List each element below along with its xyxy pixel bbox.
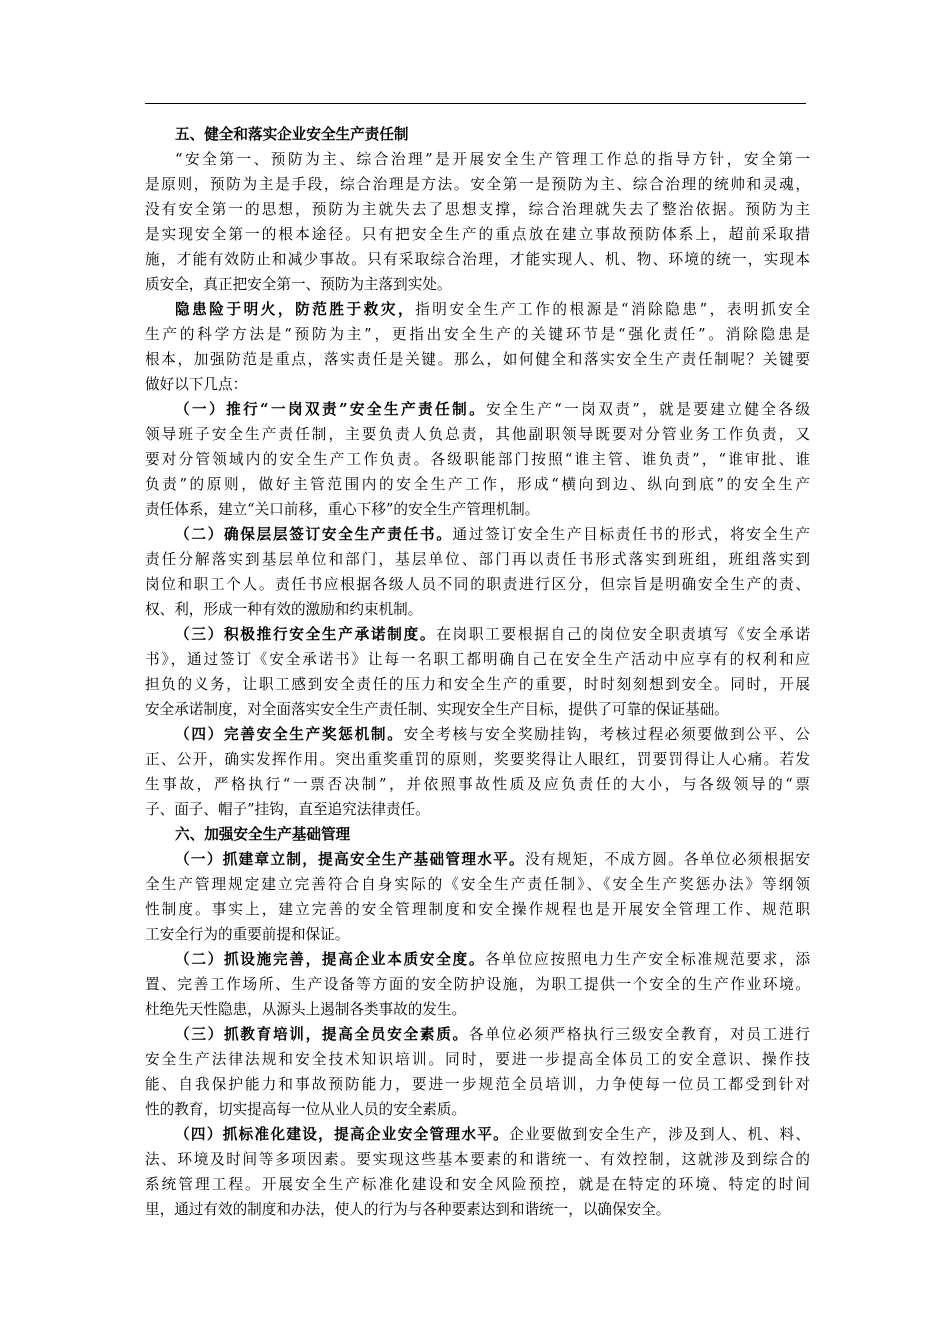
text-line: 系统管理工程。开展安全生产标准化建设和安全风险预控，就是在特定的环境、特定的时间 xyxy=(145,1176,810,1193)
bold-lead: （三）积极推行安全生产承诺制度。 xyxy=(175,626,437,643)
text-line: 杜绝先天性隐患，从源头上遏制各类事故的发生。 xyxy=(145,1001,467,1018)
text-line: 法、环境及时间等多项因素。要实现这些基本要素的和谐统一、有效控制，这就涉及到综合的 xyxy=(145,1151,810,1168)
text-line: 里，通过有效的制度和办法，使人的行为与各种要素达到和谐统一，以确保安全。 xyxy=(145,1201,671,1218)
line-rest: 通过签订安全生产目标责任书的形式，将安全生产 xyxy=(452,526,810,543)
text-line: 生产的科学方法是“预防为主”，更指出安全生产的关键环节是“强化责任”。消除隐患是 xyxy=(145,326,810,343)
text-line xyxy=(145,722,810,747)
text-line xyxy=(145,947,810,972)
text-line: “安全第一、预防为主、综合治理”是开展安全生产管理工作总的指导方针，安全第一 xyxy=(175,151,810,168)
line-rest: 各单位应按照电力生产安全标准规范要求，添 xyxy=(485,951,810,968)
text-line: 性的教育，切实提高每一位从业人员的安全素质。 xyxy=(145,1101,467,1118)
text-line: 正、公开，确实发挥作用。突出重奖重罚的原则，奖要奖得让人眼红，罚要罚得让人心痛。若发 xyxy=(145,751,810,768)
line-rest: 企业要做到安全生产，涉及到人、机、料、 xyxy=(509,1126,810,1143)
document-body xyxy=(145,122,810,1222)
text-line: 能、自我保护能力和事故预防能力，要进一步规范全员培训，力争使每一位员工都受到针对 xyxy=(145,1076,810,1093)
text-line: 是实现安全第一的根本途径。只有把安全生产的重点放在建立事故预防体系上，超前采取措 xyxy=(145,226,810,243)
line-rest: 在岗职工要根据自己的岗位安全职责填写《安全承诺 xyxy=(436,626,810,643)
text-line: 责任体系，建立“关口前移，重心下移”的安全生产管理机制。 xyxy=(145,501,540,518)
text-line: 施，才能有效防止和减少事故。只有采取综合治理，才能实现人、机、物、环境的统一，实现本 xyxy=(145,251,810,268)
text-line: 领导班子安全生产责任制，主要负责人负总责，其他副职领导既要对分管业务工作负责，又 xyxy=(145,426,810,443)
bold-lead: （一）推行“一岗双责”安全生产责任制。 xyxy=(175,401,487,418)
bold-lead: （四）抓标准化建设，提高企业安全管理水平。 xyxy=(175,1126,510,1143)
text-line xyxy=(145,522,810,547)
text-line: 负责”的原则，做好主管范围内的安全生产工作，形成“横向到边、纵向到底”的安全生产 xyxy=(145,476,810,493)
line-rest: 指明安全生产工作的根源是“消除隐患”，表明抓安全 xyxy=(415,301,810,318)
bold-lead: 隐患险于明火，防范胜于救灾， xyxy=(175,301,416,318)
text-line: 性制度。事实上，建立完善的安全管理制度和安全操作规程也是开展安全管理工作、规范职 xyxy=(145,901,810,918)
text-line xyxy=(145,622,810,647)
text-line: 全生产管理规定建立完善符合自身实际的《安全生产责任制》、《安全生产奖惩办法》等纲领 xyxy=(145,876,810,893)
text-line xyxy=(145,397,810,422)
bold-lead: （一）抓建章立制，提高安全生产基础管理水平。 xyxy=(175,851,525,868)
bold-lead: （四）完善安全生产奖惩机制。 xyxy=(175,726,404,743)
text-line: 没有安全第一的思想，预防为主就失去了思想支撑，综合治理就失去了整治依据。预防为主 xyxy=(145,201,810,218)
text-line: 岗位和职工个人。责任书应根据各级人员不同的职责进行区分，但宗旨是明确安全生产的责、 xyxy=(145,576,810,593)
text-line: 要对分管领域内的安全生产工作负责。各级职能部门按照“谁主管、谁负责”，“谁审批、谁 xyxy=(145,451,810,468)
bold-lead: （二）确保层层签订安全生产责任书。 xyxy=(175,526,453,543)
text-line xyxy=(145,1122,810,1147)
text-line: 安全生产法律法规和安全技术知识培训。同时，要进一步提高全体员工的安全意识、操作技 xyxy=(145,1051,810,1068)
text-line xyxy=(145,847,810,872)
text-line: 根本，加强防范是重点，落实责任是关键。那么，如何健全和落实安全生产责任制呢？关键要 xyxy=(145,351,810,368)
bold-lead: 五、健全和落实企业安全生产责任制 xyxy=(175,126,409,143)
text-line xyxy=(145,122,810,147)
text-line: 做好以下几点： xyxy=(145,376,248,393)
line-rest: 安全生产“一岗双责”，就是要建立健全各级 xyxy=(486,401,810,418)
bold-lead: （二）抓设施完善，提高企业本质安全度。 xyxy=(175,951,486,968)
text-line xyxy=(145,297,810,322)
line-rest: 安全考核与安全奖励挂钩，考核过程必须要做到公平、公 xyxy=(403,726,810,743)
text-line: 子、面子、帽子”挂钩，直至追究法律责任。 xyxy=(145,801,430,818)
text-line xyxy=(145,1022,810,1047)
text-line: 担负的义务，让职工感到安全责任的压力和安全生产的重要，时时刻刻想到安全。同时，开展 xyxy=(145,676,810,693)
text-line: 责任分解落实到基层单位和部门，基层单位、部门再以责任书形式落实到班组，班组落实到 xyxy=(145,551,810,568)
text-line: 权、利，形成一种有效的激励和约束机制。 xyxy=(145,601,423,618)
text-line: 书》，通过签订《安全承诺书》让每一名职工都明确自己在安全生产活动中应享有的权利和应 xyxy=(145,651,810,668)
bold-lead: （三）抓教育培训，提高全员安全素质。 xyxy=(175,1026,469,1043)
text-line: 是原则，预防为主是手段，综合治理是方法。安全第一是预防为主、综合治理的统帅和灵魂， xyxy=(145,176,810,193)
header-rule xyxy=(145,103,806,104)
text-line: 置、完善工作场所、生产设备等方面的安全防护设施，为职工提供一个安全的生产作业环境。 xyxy=(145,976,810,993)
text-line: 安全承诺制度，对全面落实安全生产责任制、实现安全生产目标，提供了可靠的保证基础。 xyxy=(145,701,729,718)
text-line: 生事故，严格执行“一票否决制”，并依照事故性质及应负责任的大小，与各级领导的“票 xyxy=(145,776,810,793)
text-line: 质安全，真正把安全第一、预防为主落到实处。 xyxy=(145,276,452,293)
line-rest: 没有规矩，不成方圆。各单位必须根据安 xyxy=(524,851,810,868)
line-rest: 各单位必须严格执行三级安全教育，对员工进行 xyxy=(468,1026,810,1043)
bold-lead: 六、加强安全生产基础管理 xyxy=(175,826,351,843)
text-line xyxy=(145,822,810,847)
text-line: 工安全行为的重要前提和保证。 xyxy=(145,926,350,943)
